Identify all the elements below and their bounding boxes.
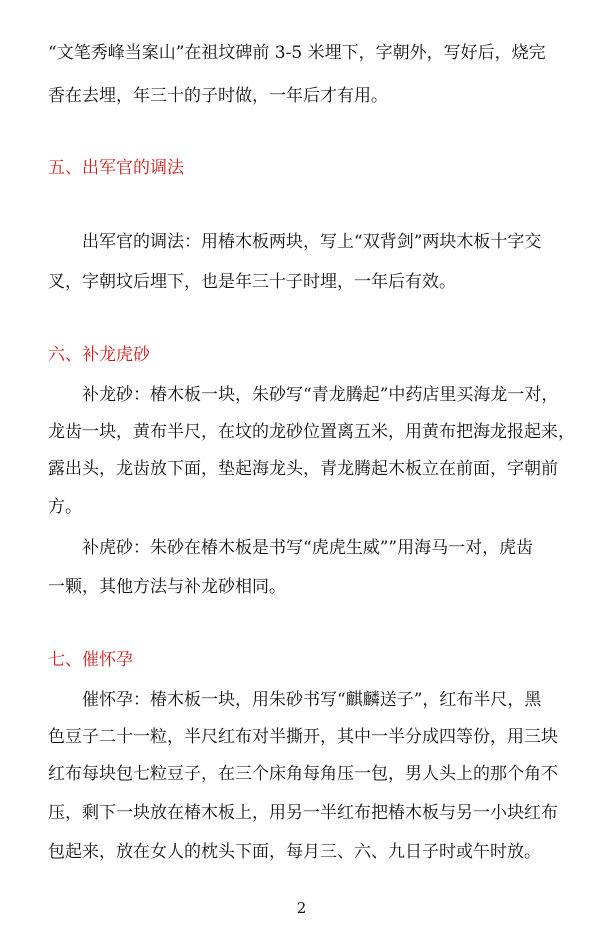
section-6-para-1-line-4: 方。 xyxy=(48,497,82,517)
section-7-line-4: 压，剩下一块放在椿木板上，用另一半红布把椿木板与另一小块红布 xyxy=(48,803,558,823)
intro-line-2: 香在去埋，年三十的子时做，一年后才有用。 xyxy=(48,86,388,106)
section-7-heading: 七、催怀孕 xyxy=(48,650,133,670)
section-6-para-1-line-1: 补龙砂：椿木板一块，朱砂写“青龙腾起”中药店里买海龙一对， xyxy=(82,385,559,405)
section-5-heading: 五、出军官的调法 xyxy=(48,158,184,178)
section-7-line-1: 催怀孕：椿木板一块，用朱砂书写“麒麟送子”，红布半尺，黑 xyxy=(82,690,542,710)
section-6-para-1-line-3: 露出头，龙齿放下面，垫起海龙头，青龙腾起木板立在前面，字朝前 xyxy=(48,459,558,479)
section-5-line-1: 出军官的调法：用椿木板两块，写上“双背剑”两块木板十字交 xyxy=(82,232,542,252)
section-5-line-2: 叉，字朝坟后埋下，也是年三十子时埋，一年后有效。 xyxy=(48,272,456,292)
section-7-line-5: 包起来，放在女人的枕头下面，每月三、六、九日子时或午时放。 xyxy=(48,842,541,862)
intro-line-1: “文笔秀峰当案山”在祖坟碑前 3-5 米埋下，字朝外，写好后，烧完 xyxy=(48,43,546,63)
section-7-line-3: 红布每块包七粒豆子，在三个床角每角压一包，男人头上的那个角不 xyxy=(48,764,558,784)
section-6-para-2-line-1: 补虎砂：朱砂在椿木板是书写“虎虎生威””用海马一对，虎齿 xyxy=(82,538,534,558)
section-7-line-2: 色豆子二十一粒，半尺红布对半撕开，其中一半分成四等份，用三块 xyxy=(48,727,558,747)
page-number: 2 xyxy=(296,899,307,917)
section-6-para-1-line-2: 龙齿一块，黄布半尺，在坟的龙砂位置离五米，用黄布把海龙报起来， xyxy=(48,422,575,442)
section-6-para-2-line-2: 一颗，其他方法与补龙砂相同。 xyxy=(48,577,286,597)
section-6-heading: 六、补龙虎砂 xyxy=(48,345,150,365)
